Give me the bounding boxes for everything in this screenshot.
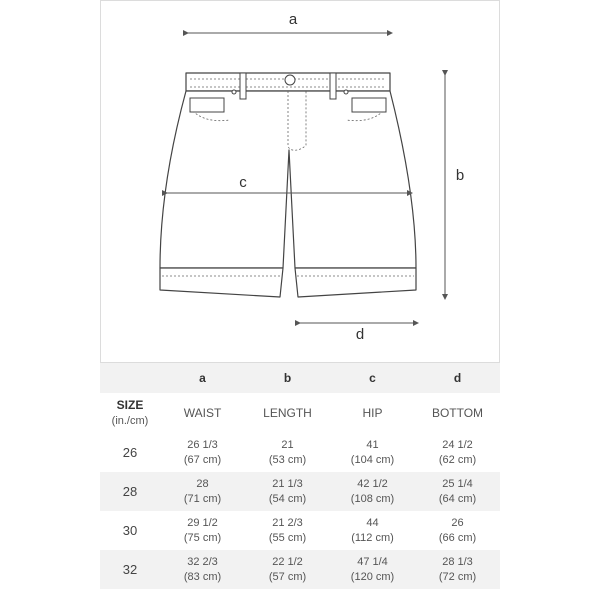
table-row — [100, 433, 500, 472]
letter-a: a — [160, 363, 245, 393]
letter-c: c — [330, 363, 415, 393]
size-cell: 30 — [122, 523, 138, 538]
letter-d: d — [415, 363, 500, 393]
table-cell: 21 2/3 (55 cm) — [268, 516, 307, 544]
table-row — [100, 511, 500, 550]
table-cell: 41 (104 cm) — [350, 438, 395, 466]
size-cell: 26 — [122, 445, 138, 460]
header-row — [100, 393, 500, 433]
label-c: c — [239, 174, 247, 191]
table-cell: 26 (66 cm) — [438, 516, 477, 544]
size-table — [100, 363, 500, 589]
column-length: LENGTH — [263, 406, 312, 420]
table-cell: 29 1/2 (75 cm) — [183, 516, 222, 544]
letter-row — [100, 363, 500, 393]
label-d: d — [355, 326, 365, 343]
letter-empty — [100, 363, 160, 393]
column-hip: HIP — [362, 406, 383, 420]
size-header — [100, 393, 160, 433]
column-waist: WAIST — [183, 406, 222, 420]
table-cell: 47 1/4 (120 cm) — [330, 550, 415, 589]
table-row — [100, 472, 500, 511]
column-bottom: BOTTOM — [431, 406, 484, 420]
table-row — [100, 550, 500, 589]
table-cell: 21 1/3 (54 cm) — [245, 472, 330, 511]
size-cell: 32 — [100, 550, 160, 589]
table-cell: 44 (112 cm) — [351, 516, 394, 544]
table-cell: 24 1/2 (62 cm) — [438, 438, 477, 466]
table-cell: 32 2/3 (83 cm) — [160, 550, 245, 589]
table-cell: 21 (53 cm) — [268, 438, 307, 466]
table-cell: 28 1/3 (72 cm) — [415, 550, 500, 589]
size-title: SIZE — [116, 397, 144, 412]
table-cell: 26 1/3 (67 cm) — [183, 438, 222, 466]
size-cell: 28 — [100, 472, 160, 511]
button-icon — [285, 75, 295, 85]
label-a: a — [288, 11, 298, 28]
table-cell: 28 (71 cm) — [160, 472, 245, 511]
label-b: b — [455, 167, 465, 184]
size-unit: (in./cm) — [111, 414, 149, 427]
table-cell: 22 1/2 (57 cm) — [245, 550, 330, 589]
letter-b: b — [245, 363, 330, 393]
table-cell: 42 1/2 (108 cm) — [330, 472, 415, 511]
table-cell: 25 1/4 (64 cm) — [415, 472, 500, 511]
